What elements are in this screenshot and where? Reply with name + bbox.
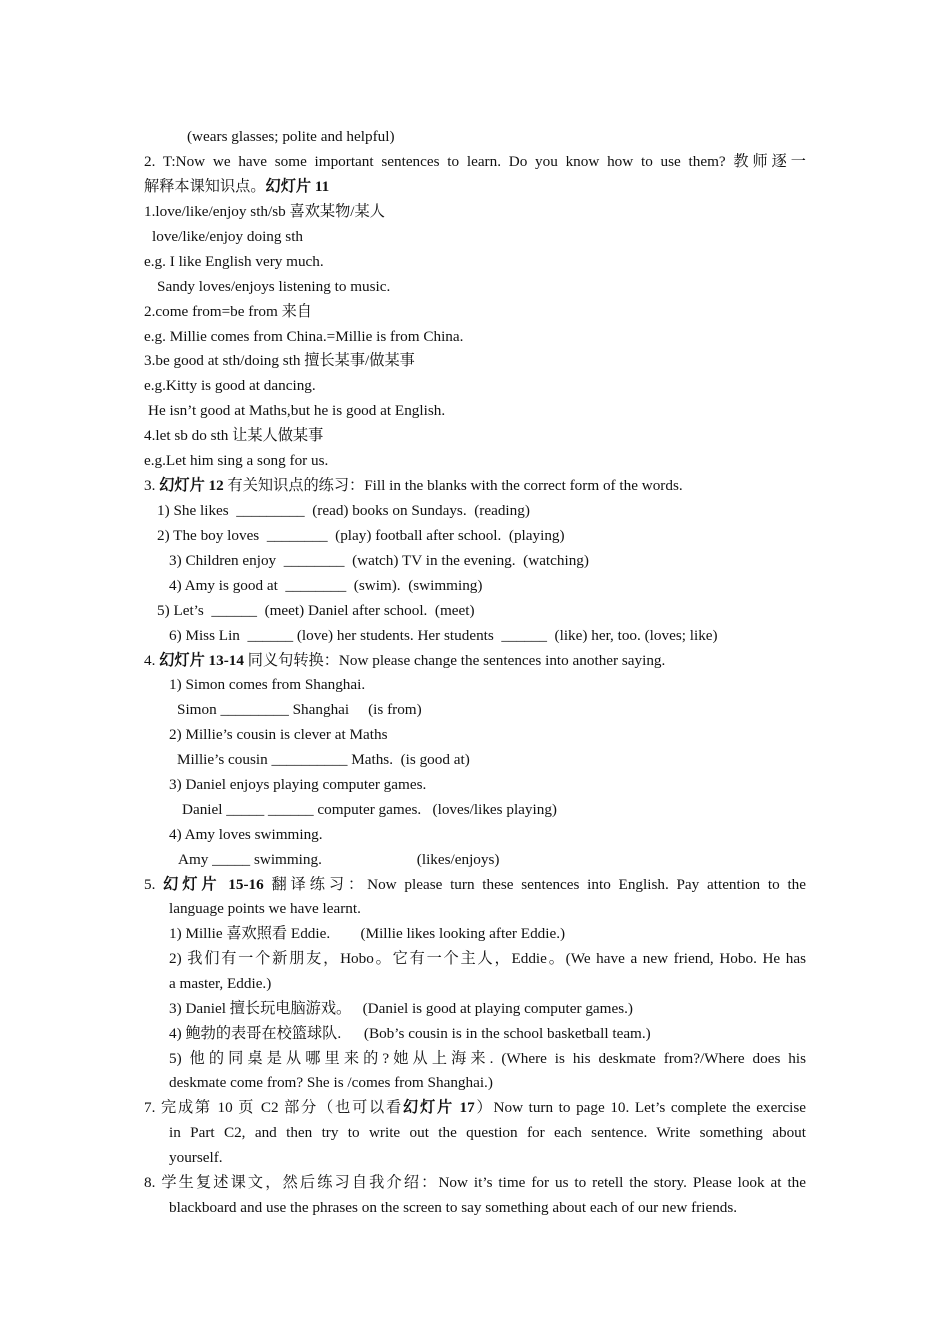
text-line: 3.be good at sth/doing sth 擅长某事/做某事: [144, 352, 415, 369]
text-line: e.g.Kitty is good at dancing.: [144, 377, 316, 394]
text-line: [144, 648, 665, 673]
text-line: Simon _________ Shanghai (is from): [177, 701, 422, 718]
text-span: 翻译练习：Now please turn these sentences into English. Pay attention to the: [263, 876, 807, 893]
text-line: 2) Millie’s cousin is clever at Maths: [169, 726, 388, 743]
text-span: 4.: [144, 652, 160, 669]
text-span: 3.: [144, 477, 160, 494]
text-line: 3) Daniel 擅长玩电脑游戏。 (Daniel is good at playing computer games.): [169, 1000, 633, 1017]
text-line: in Part C2, and then try to write out the question for each sentence. Write something about: [169, 1124, 806, 1141]
text-line: 2.come from=be from 来自: [144, 303, 312, 320]
text-span: 5.: [144, 876, 164, 893]
slide-ref: 幻灯片 13-14: [159, 652, 244, 669]
text-line: language points we have learnt.: [169, 900, 361, 917]
text-line: [144, 174, 329, 199]
text-line: 1) She likes _________ (read) books on Sundays. (reading): [157, 502, 530, 519]
text-line: Millie’s cousin __________ Maths. (is good at): [177, 751, 470, 768]
text-line: Amy _____ swimming. (likes/enjoys): [178, 851, 500, 868]
text-line: 6) Miss Lin ______ (love) her students. Her students ______ (like) her, too. (loves; like): [169, 627, 718, 644]
text-line: 1) Millie 喜欢照看 Eddie. (Millie likes looking after Eddie.): [169, 925, 566, 942]
text-line: 5) Let’s ______ (meet) Daniel after school. (meet): [157, 602, 475, 619]
text-line: Sandy loves/enjoys listening to music.: [157, 278, 391, 295]
text-span: ）Now turn to page 10. Let’s complete the exercise: [474, 1099, 806, 1116]
text-line: He isn’t good at Maths,but he is good at English.: [148, 402, 446, 419]
text-line: yourself.: [169, 1149, 223, 1166]
text-line: 4) Amy is good at ________ (swim). (swimming): [169, 577, 483, 594]
text-span: 7. 完成第 10 页 C2 部分（也可以看: [144, 1099, 404, 1116]
text-line: 4) 鲍勃的表哥在校篮球队. (Bob’s cousin is in the school basketball team.): [169, 1025, 651, 1042]
text-line: 3) Daniel enjoys playing computer games.: [169, 776, 427, 793]
text-line: e.g.Let him sing a song for us.: [144, 452, 329, 469]
text-line: love/like/enjoy doing sth: [152, 228, 304, 245]
text-line: 2) 我们有一个新朋友，Hobo。它有一个主人，Eddie。(We have a new friend, Hobo. He has: [169, 950, 806, 967]
text-line: e.g. Millie comes from China.=Millie is from China.: [144, 328, 464, 345]
slide-ref: 幻灯片 15-16: [163, 876, 264, 893]
slide-ref: 幻灯片 12: [159, 477, 224, 494]
text-line: 4.let sb do sth 让某人做某事: [144, 427, 324, 444]
text-line: 5) 他的同桌是从哪里来的?她从上海来. (Where is his deskmate from?/Where does his: [169, 1050, 806, 1067]
text-line: blackboard and use the phrases on the screen to say something about each of our new friends.: [169, 1199, 738, 1216]
text-line: 1) Simon comes from Shanghai.: [169, 676, 366, 693]
text-line: 2) The boy loves ________ (play) football after school. (playing): [157, 527, 565, 544]
text-span: 解释本课知识点。: [144, 178, 266, 195]
text-line: [144, 1095, 806, 1120]
text-line: [144, 473, 683, 498]
text-line: e.g. I like English very much.: [144, 253, 324, 270]
text-line: (wears glasses; polite and helpful): [187, 128, 395, 145]
text-line: Daniel _____ ______ computer games. (loves/likes playing): [182, 801, 557, 818]
text-line: [144, 872, 806, 897]
text-line: 3) Children enjoy ________ (watch) TV in the evening. (watching): [169, 552, 589, 569]
text-line: 4) Amy loves swimming.: [169, 826, 323, 843]
text-line: a master, Eddie.): [169, 975, 272, 992]
text-line: 1.love/like/enjoy sth/sb 喜欢某物/某人: [144, 203, 385, 220]
text-span: 同义句转换：Now please change the sentences into another saying.: [243, 652, 666, 669]
text-span: 有关知识点的练习：Fill in the blanks with the correct form of the words.: [223, 477, 683, 494]
text-line: deskmate come from? She is /comes from Shanghai.): [169, 1074, 493, 1091]
text-line: 2. T:Now we have some important sentences to learn. Do you know how to use them? 教师逐一: [144, 153, 806, 170]
text-line: 8. 学生复述课文，然后练习自我介绍：Now it’s time for us to retell the story. Please look at the: [144, 1174, 806, 1191]
slide-ref: 幻灯片 17: [403, 1099, 475, 1116]
slide-ref: 幻灯片 11: [265, 178, 330, 195]
